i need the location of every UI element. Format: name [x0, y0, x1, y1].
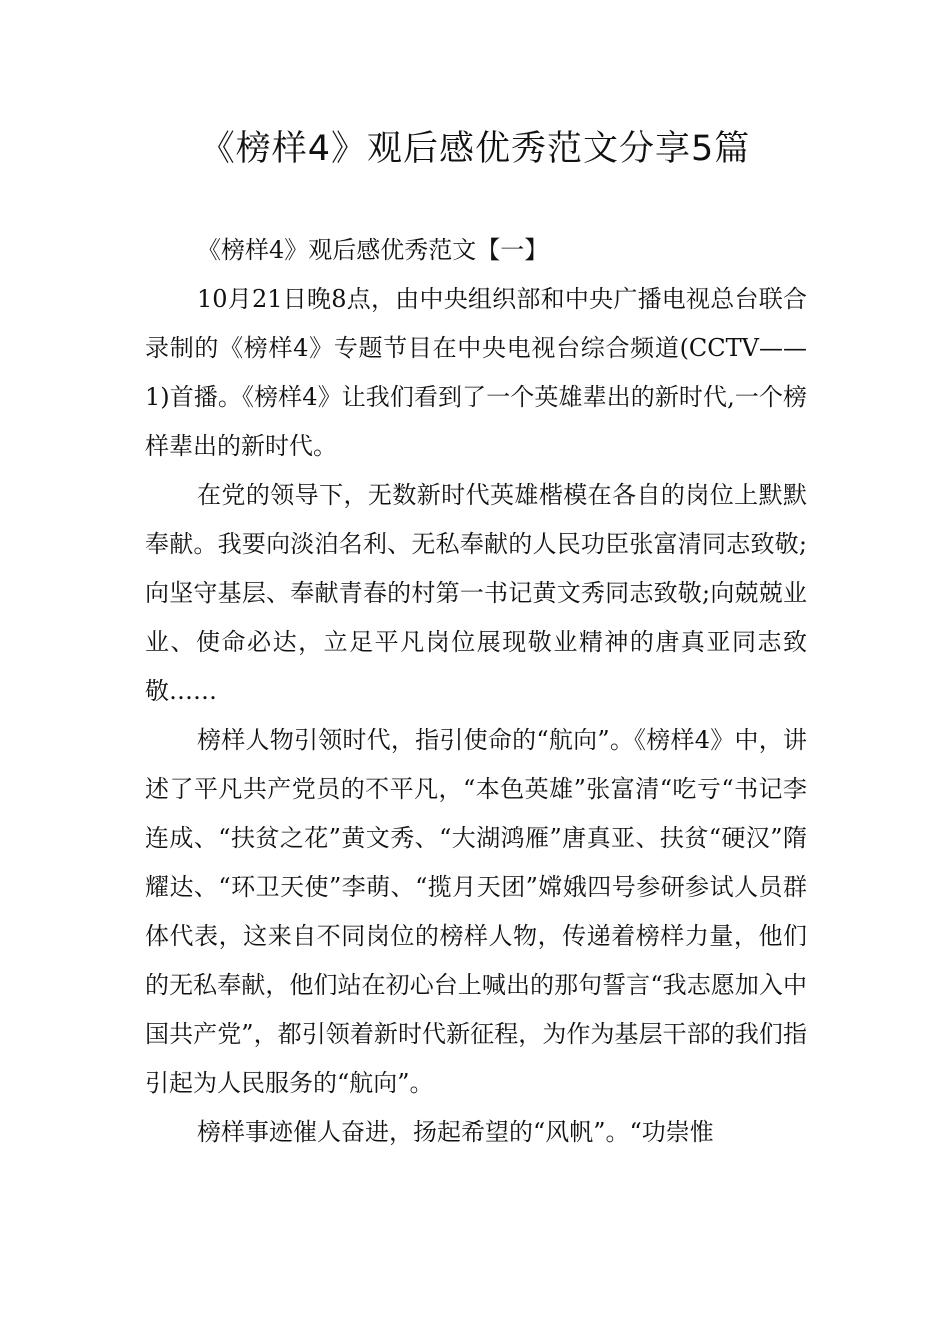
paragraph-4: 榜样事迹催人奋进，扬起希望的“风帆”。“功崇惟 — [197, 1118, 714, 1146]
paragraph-1: 10月21日晚8点，由中央组织部和中央广播电视总台联合录制的《榜样4》专题节目在中央电视台综合频道(CCTV——1)首播。《榜样4》让我们看到了一个英雄辈出的新时代,一个榜样辈出的新时代。 — [145, 285, 807, 460]
section-heading: 《榜样4》观后感优秀范文【一】 — [197, 236, 549, 264]
paragraph-2: 在党的领导下，无数新时代英雄楷模在各自的岗位上默默奉献。我要向淡泊名利、无私奉献的人民功臣张富清同志致敬;向坚守基层、奉献青春的村第一书记黄文秀同志致敬;向兢兢业业、使命必达，立足平凡岗位展现敬业精神的唐真亚同志致敬…… — [145, 481, 807, 705]
paragraph-3: 榜样人物引领时代，指引使命的“航向”。《榜样4》中，讲述了平凡共产党员的不平凡，“本色英雄”张富清“吃亏“书记李连成、“扶贫之花”黄文秀、“大湖鸿雁”唐真亚、扶贫“硬汉”隋耀达、“环卫天使”李萌、“揽月天团”嫦娥四号参研参试人员群体代表，这来自不同岗位的榜样人物，传递着榜样力量，他们的无私奉献，他们站在初心台上喊出的那句誓言“我志愿加入中国共产党”，都引领着新时代新征程，为作为基层干部的我们指引起为人民服务的“航向”。 — [145, 726, 807, 1097]
document-body — [145, 226, 807, 1157]
document-title: 《榜样4》观后感优秀范文分享5篇 — [199, 129, 751, 169]
